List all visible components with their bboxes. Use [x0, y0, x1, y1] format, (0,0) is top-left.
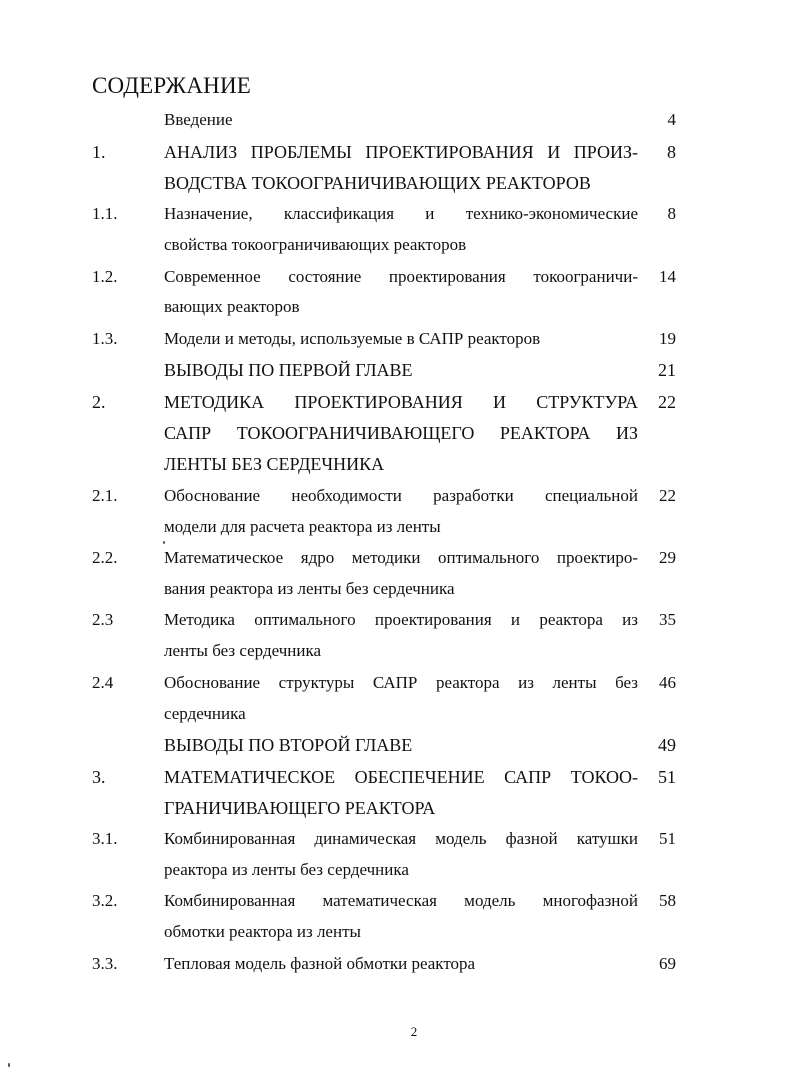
toc-entry-text: вающих реакторов	[164, 297, 300, 316]
toc-section-1-2	[0, 265, 798, 289]
toc-entry-text: Современное состояние проектирования токоограничи-	[164, 267, 638, 286]
toc-section-3-2	[0, 889, 798, 913]
toc-entry-text: Комбинированная математическая модель многофазной	[164, 891, 638, 910]
toc-number: 2.	[92, 392, 106, 412]
toc-entry-text: ленты без сердечника	[164, 641, 322, 660]
toc-section-2-4	[0, 671, 798, 695]
toc-entry-text: ВОДСТВА ТОКООГРАНИЧИВАЮЩИХ РЕАКТОРОВ	[164, 173, 591, 193]
scan-speck	[163, 541, 165, 544]
toc-entry-text: Комбинированная динамическая модель фазной катушки	[164, 829, 638, 848]
toc-entry-text: модели для расчета реактора из ленты	[164, 517, 441, 536]
toc-section-2-1-cont	[0, 515, 798, 539]
toc-number: 2.1.	[92, 486, 118, 505]
toc-page-number: 21	[658, 360, 676, 380]
toc-entry-text: ВЫВОДЫ ПО ВТОРОЙ ГЛАВЕ	[164, 735, 413, 755]
toc-entry-text: САПР ТОКООГРАНИЧИВАЮЩЕГО РЕАКТОРА ИЗ	[164, 423, 638, 443]
toc-page-number: 51	[659, 829, 676, 848]
toc-number: 3.3.	[92, 954, 118, 973]
toc-section-1-3	[0, 327, 798, 351]
toc-page-number: 35	[659, 610, 676, 629]
toc-number: 3.2.	[92, 891, 118, 910]
toc-entry-text: Назначение, классификация и технико-экономические	[164, 204, 638, 223]
toc-section-1-2-cont	[0, 295, 798, 319]
toc-entry-text: МАТЕМАТИЧЕСКОЕ ОБЕСПЕЧЕНИЕ САПР ТОКОО-	[164, 767, 638, 787]
toc-entry-text: ЛЕНТЫ БЕЗ СЕРДЕЧНИКА	[164, 454, 385, 474]
toc-number: 1.	[92, 142, 106, 162]
toc-section-1-1	[0, 202, 798, 226]
toc-entry-text: Введение	[164, 110, 233, 129]
toc-page-number: 8	[667, 142, 676, 162]
toc-page-number: 8	[667, 204, 676, 223]
toc-number: 3.	[92, 767, 106, 787]
toc-chapter-2-cont	[0, 421, 798, 445]
toc-conclusions-2	[0, 733, 798, 757]
toc-section-2-3-cont	[0, 639, 798, 663]
toc-page-number: 29	[659, 548, 676, 567]
toc-section-2-1	[0, 484, 798, 508]
toc-page-number: 46	[659, 673, 676, 692]
toc-chapter-3	[0, 765, 798, 789]
toc-entry-text: сердечника	[164, 704, 246, 723]
page-title: СОДЕРЖАНИЕ	[92, 73, 252, 98]
toc-chapter-3-cont	[0, 796, 798, 820]
toc-chapter-2	[0, 390, 798, 414]
toc-number: 1.2.	[92, 267, 118, 286]
toc-section-2-2	[0, 546, 798, 570]
toc-entry-text: МЕТОДИКА ПРОЕКТИРОВАНИЯ И СТРУКТУРА	[164, 392, 638, 412]
toc-section-2-3	[0, 608, 798, 632]
toc-page-number: 58	[659, 891, 676, 910]
scan-speck	[8, 1063, 10, 1067]
toc-entry-text: АНАЛИЗ ПРОБЛЕМЫ ПРОЕКТИРОВАНИЯ И ПРОИЗ-	[164, 142, 638, 162]
toc-entry-text: Обоснование структуры САПР реактора из ленты без	[164, 673, 638, 692]
toc-number: 3.1.	[92, 829, 118, 848]
toc-chapter-2-cont	[0, 452, 798, 476]
toc-page-number: 69	[659, 954, 676, 973]
toc-entry-text: Тепловая модель фазной обмотки реактора	[164, 954, 476, 973]
toc-entry-text: Обоснование необходимости разработки специальной	[164, 486, 638, 505]
toc-section-1-1-cont	[0, 233, 798, 257]
toc-number: 1.3.	[92, 329, 118, 348]
toc-section-3-1-cont	[0, 858, 798, 882]
toc-page-number: 14	[659, 267, 676, 286]
toc-number: 2.4	[92, 673, 114, 692]
toc-chapter-1-cont	[0, 171, 798, 195]
toc-entry-text: Методика оптимального проектирования и реактора из	[164, 610, 638, 629]
toc-page-number: 22	[658, 392, 676, 412]
toc-page-number: 51	[658, 767, 676, 787]
toc-page-number: 19	[659, 329, 676, 348]
toc-section-2-2-cont	[0, 577, 798, 601]
toc-entry-text: обмотки реактора из ленты	[164, 922, 361, 941]
toc-entry-text: свойства токоограничивающих реакторов	[164, 235, 467, 254]
toc-page-number: 49	[658, 735, 676, 755]
toc-section-3-3	[0, 952, 798, 976]
toc-number: 2.2.	[92, 548, 118, 567]
toc-entry-text: ВЫВОДЫ ПО ПЕРВОЙ ГЛАВЕ	[164, 360, 413, 380]
toc-entry-introduction	[0, 108, 798, 132]
toc-entry-text: Модели и методы, используемые в САПР реакторов	[164, 329, 541, 348]
toc-chapter-1	[0, 140, 798, 164]
toc-page-number: 22	[659, 486, 676, 505]
toc-entry-text: реактора из ленты без сердечника	[164, 860, 409, 879]
toc-section-3-2-cont	[0, 920, 798, 944]
toc-number: 2.3	[92, 610, 114, 629]
toc-entry-text: ГРАНИЧИВАЮЩЕГО РЕАКТОРА	[164, 798, 436, 818]
toc-section-3-1	[0, 827, 798, 851]
toc-entry-text: Математическое ядро методики оптимального проектиро-	[164, 548, 638, 567]
toc-section-2-4-cont	[0, 702, 798, 726]
toc-entry-text: вания реактора из ленты без сердечника	[164, 579, 455, 598]
toc-number: 1.1.	[92, 204, 118, 223]
toc-page-number: 4	[667, 110, 676, 129]
toc-conclusions-1	[0, 358, 798, 382]
page-number: 2	[410, 1024, 418, 1039]
